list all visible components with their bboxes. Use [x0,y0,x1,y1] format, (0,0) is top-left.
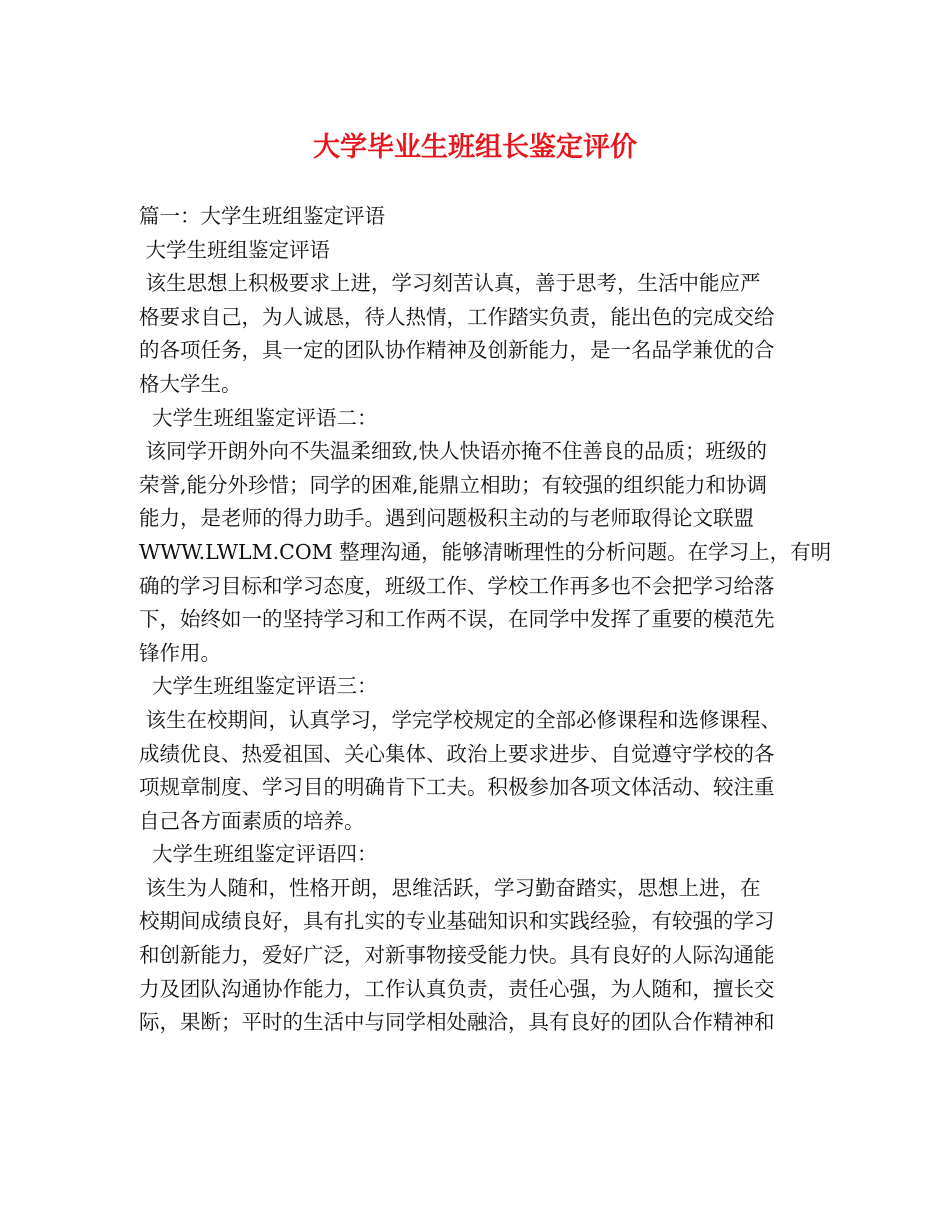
text-line: 格大学生。 [139,371,242,396]
text-line: 大学生班组鉴定评语二： [139,405,378,430]
text-line: 大学生班组鉴定评语四： [139,842,378,867]
text-line: 篇一：大学生班组鉴定评语 [139,204,385,228]
text-line: 大学生班组鉴定评语三： [139,674,378,699]
text-line: 际，果断；平时的生活中与同学相处融洽，具有良好的团队合作精神和 [139,1010,775,1035]
text-line: 能力，是老师的得力助手。遇到问题极积主动的与老师取得论文联盟 [139,506,754,531]
text-line: 力及团队沟通协作能力，工作认真负责，责任心强，为人随和，擅长交 [139,976,775,1001]
text-line: 锋作用。 [139,640,221,665]
text-line: 下，始终如一的坚持学习和工作两不误，在同学中发挥了重要的模范先 [139,607,775,632]
text-line: 校期间成绩良好，具有扎实的专业基础知识和实践经验，有较强的学习 [139,909,775,934]
page-title: 大学毕业生班组长鉴定评价 [313,132,637,163]
text-line: 该生思想上积极要求上进，学习刻苦认真，善于思考，生活中能应严 [139,271,761,296]
text-line: 和创新能力，爱好广泛，对新事物接受能力快。具有良好的人际沟通能 [139,943,775,968]
text-line: WWW.LWLM.COM 整理沟通，能够清晰理性的分析问题。在学习上，有明 [139,539,832,564]
text-line: 自己各方面素质的培养。 [139,808,365,833]
text-line: 该同学开朗外向不失温柔细致,快人快语亦掩不住善良的品质；班级的 [139,439,768,464]
text-line: 项规章制度、学习目的明确肯下工夫。积极参加各项文体活动、较注重 [139,775,775,800]
document-body [139,200,832,1040]
text-line: 该生为人随和，性格开朗，思维活跃，学习勤奋踏实，思想上进，在 [139,875,761,900]
text-line: 格要求自己，为人诚恳，待人热情，工作踏实负责，能出色的完成交给 [139,304,775,329]
text-line: 的各项任务，具一定的团队协作精神及创新能力，是一名品学兼优的合 [139,338,775,363]
text-line: 确的学习目标和学习态度，班级工作、学校工作再多也不会把学习给落 [139,573,775,598]
text-line: 成绩优良、热爱祖国、关心集体、政治上要求进步、自觉遵守学校的各 [139,741,775,766]
text-line: 荣誉,能分外珍惜；同学的困难,能鼎立相助；有较强的组织能力和协调 [139,472,768,497]
text-line: 大学生班组鉴定评语 [139,237,331,262]
text-line: 该生在校期间，认真学习，学完学校规定的全部必修课程和选修课程、 [139,707,782,732]
